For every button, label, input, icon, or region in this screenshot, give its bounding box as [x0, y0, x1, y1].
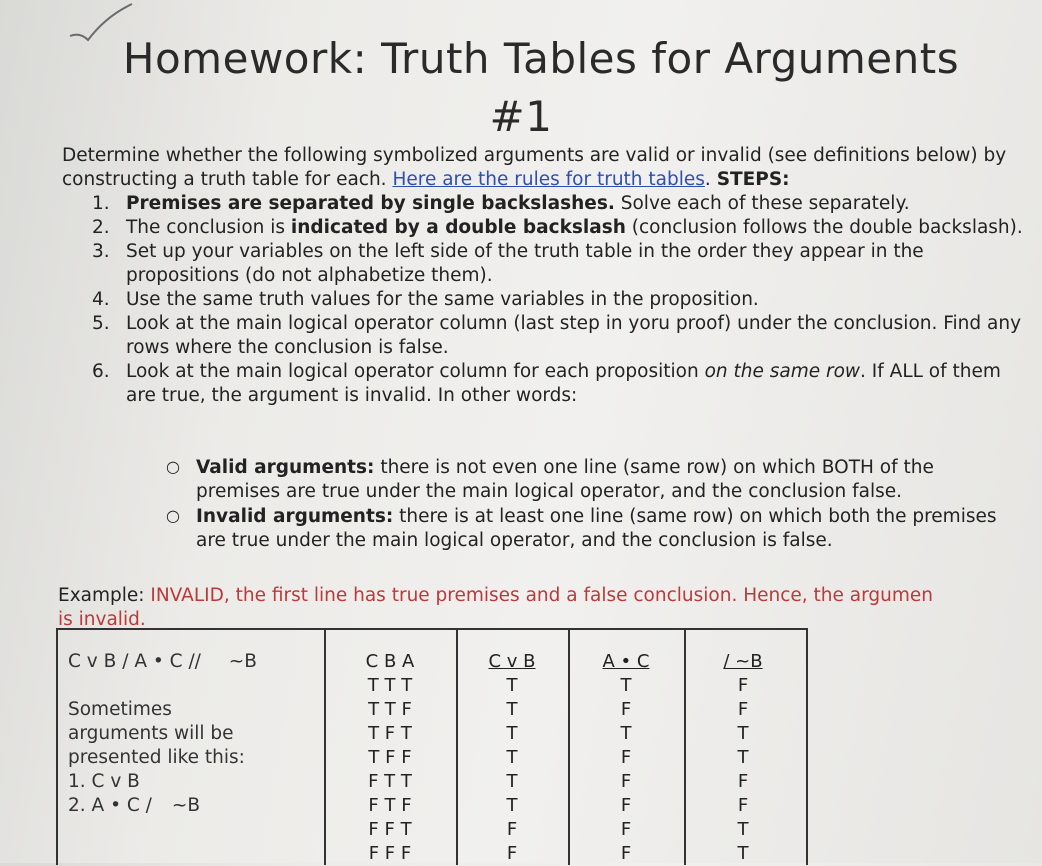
step-item: 6. Look at the main logical operator column for each proposition on the same row. If ALL of them are true, the argument is invalid. In other words: — [92, 361, 1001, 406]
column-not-b: / ~B F F T T F F T T — [684, 650, 802, 866]
column-a-and-c: A • C T F T F F F F F — [568, 650, 684, 866]
page-title-number: #1 — [489, 92, 553, 141]
column-header: / ~B — [723, 651, 763, 672]
bullet-circle-icon: ○ — [166, 506, 180, 525]
step-item: 1. Premises are separated by single backslashes. Solve each of these separately. — [92, 193, 910, 214]
truth-table-rules-link[interactable]: Here are the rules for truth tables — [392, 169, 705, 190]
step-item: 3. Set up your variables on the left side of the truth table in the order they appear in the propositions (do not alphabetize them). — [92, 241, 924, 286]
column-header: A • C — [602, 651, 650, 672]
intro-paragraph — [62, 144, 1022, 192]
column-c-or-b: C v B T T T T T T F F — [456, 650, 568, 866]
variables-header: C B A — [365, 651, 415, 672]
steps-label: STEPS: — [716, 169, 790, 190]
bullet-invalid: ○ Invalid arguments: there is at least one line (same row) on which both the premises are true under the main logical operator, and the conclusion is false. — [166, 506, 997, 551]
argument-note: Sometimes arguments will be presented like this: 1. C v B 2. A • C / ~B — [68, 699, 245, 816]
bullet-valid: ○ Valid arguments: there is not even one line (same row) on which BOTH of the premises are true under the main logical operator, and the conclusion false. — [166, 457, 934, 502]
step-item: 5. Look at the main logical operator column (last step in yoru proof) under the conclusion. Find any rows where the conclusion is false. — [92, 313, 1022, 358]
step-item: 2. The conclusion is indicated by a double backslash (conclusion follows the double backslash). — [92, 217, 1023, 238]
truth-table — [56, 628, 808, 865]
argument-expression: C v B / A • C // ~B — [68, 651, 257, 672]
intro-period: . — [704, 169, 711, 190]
intro-text: Determine whether the following symbolized arguments are valid or invalid (see definitions below) by constructing a truth table for each. — [62, 145, 1007, 190]
example-text: Example: INVALID, the first line has true premises and a false conclusion. Hence, the argumen is invalid. — [58, 585, 933, 630]
variables-column: C B A T T T T T F T F T T F F F T T F T F F F T F F F — [324, 650, 456, 866]
step-item: 4. Use the same truth values for the same variables in the proposition. — [92, 289, 759, 310]
steps-list — [92, 192, 1026, 408]
bullet-circle-icon: ○ — [166, 457, 180, 476]
column-header: C v B — [488, 651, 536, 672]
page-title: Homework: Truth Tables for Arguments — [122, 34, 960, 83]
